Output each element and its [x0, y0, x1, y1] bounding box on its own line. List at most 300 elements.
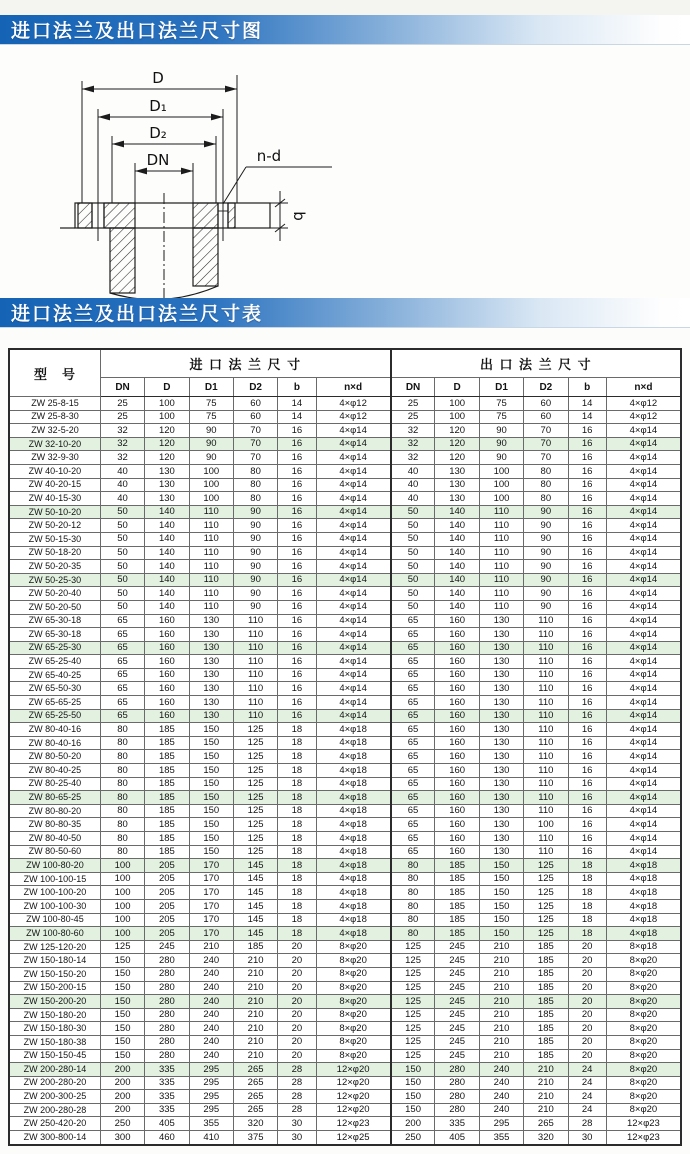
value-cell: 140 [435, 519, 479, 533]
value-cell: 4×φ14 [316, 614, 391, 628]
value-cell: 65 [391, 682, 435, 696]
value-cell: 120 [145, 437, 189, 451]
value-cell: 100 [435, 410, 479, 424]
value-cell: 4×φ14 [606, 587, 681, 601]
value-cell: 20 [568, 1022, 606, 1036]
value-cell: 16 [568, 437, 606, 451]
value-cell: 4×φ14 [606, 655, 681, 669]
model-cell: ZW 80-50-20 [9, 750, 100, 764]
value-cell: 50 [100, 587, 144, 601]
value-cell: 65 [391, 777, 435, 791]
value-cell: 4×φ14 [316, 628, 391, 642]
value-cell: 8×φ18 [606, 940, 681, 954]
value-cell: 205 [145, 859, 189, 873]
value-cell: 125 [233, 777, 277, 791]
value-cell: 210 [479, 1049, 523, 1063]
value-cell: 160 [145, 628, 189, 642]
value-cell: 280 [145, 981, 189, 995]
model-cell: ZW 65-50-30 [9, 682, 100, 696]
value-cell: 205 [145, 872, 189, 886]
value-cell: 65 [100, 668, 144, 682]
value-cell: 210 [233, 967, 277, 981]
model-cell: ZW 50-18-20 [9, 546, 100, 560]
value-cell: 185 [145, 845, 189, 859]
value-cell: 170 [189, 859, 233, 873]
value-cell: 130 [479, 641, 523, 655]
value-cell: 145 [233, 899, 277, 913]
value-cell: 100 [189, 478, 233, 492]
value-cell: 185 [435, 859, 479, 873]
value-cell: 100 [100, 859, 144, 873]
value-cell: 110 [479, 532, 523, 546]
value-cell: 130 [189, 614, 233, 628]
value-cell: 200 [100, 1090, 144, 1104]
value-cell: 4×φ14 [606, 682, 681, 696]
value-cell: 65 [391, 764, 435, 778]
value-cell: 125 [391, 995, 435, 1009]
value-cell: 110 [524, 750, 568, 764]
table-row [9, 777, 681, 791]
value-cell: 16 [568, 750, 606, 764]
value-cell: 335 [145, 1103, 189, 1117]
value-cell: 4×φ14 [606, 641, 681, 655]
value-cell: 320 [524, 1131, 568, 1145]
value-cell: 130 [145, 492, 189, 506]
value-cell: 65 [100, 614, 144, 628]
value-cell: 245 [435, 940, 479, 954]
value-cell: 280 [435, 1063, 479, 1077]
value-cell: 265 [233, 1090, 277, 1104]
table-row [9, 1008, 681, 1022]
inlet-group-header: 进 口 法 兰 尺 寸 [100, 349, 390, 378]
value-cell: 4×φ14 [316, 573, 391, 587]
value-cell: 110 [524, 709, 568, 723]
value-cell: 24 [568, 1063, 606, 1077]
value-cell: 200 [391, 1117, 435, 1131]
value-cell: 160 [435, 641, 479, 655]
value-cell: 4×φ18 [316, 723, 391, 737]
value-cell: 160 [145, 709, 189, 723]
value-cell: 65 [100, 641, 144, 655]
value-cell: 170 [189, 899, 233, 913]
value-cell: 150 [100, 1049, 144, 1063]
value-cell: 70 [524, 424, 568, 438]
value-cell: 280 [145, 954, 189, 968]
table-row [9, 532, 681, 546]
value-cell: 185 [145, 818, 189, 832]
value-cell: 185 [145, 723, 189, 737]
value-cell: 160 [435, 655, 479, 669]
value-cell: 65 [391, 723, 435, 737]
value-cell: 130 [479, 750, 523, 764]
value-cell: 18 [568, 872, 606, 886]
value-cell: 4×φ14 [606, 546, 681, 560]
table-row [9, 696, 681, 710]
value-cell: 25 [391, 410, 435, 424]
value-cell: 4×φ14 [316, 682, 391, 696]
value-cell: 90 [233, 587, 277, 601]
value-cell: 210 [233, 954, 277, 968]
value-cell: 16 [278, 696, 316, 710]
value-cell: 90 [233, 532, 277, 546]
value-cell: 150 [479, 859, 523, 873]
value-cell: 140 [145, 519, 189, 533]
table-row [9, 668, 681, 682]
model-cell: ZW 80-40-50 [9, 832, 100, 846]
value-cell: 20 [278, 1022, 316, 1036]
value-cell: 150 [189, 723, 233, 737]
value-cell: 245 [435, 967, 479, 981]
value-cell: 4×φ18 [316, 913, 391, 927]
value-cell: 210 [233, 981, 277, 995]
value-cell: 16 [278, 546, 316, 560]
value-cell: 4×φ14 [316, 519, 391, 533]
value-cell: 24 [568, 1090, 606, 1104]
value-cell: 185 [524, 1022, 568, 1036]
value-cell: 80 [100, 791, 144, 805]
table-row [9, 1103, 681, 1117]
value-cell: 90 [524, 505, 568, 519]
flange-cross-section-drawing [0, 45, 690, 298]
value-cell: 160 [145, 682, 189, 696]
value-cell: 240 [189, 1022, 233, 1036]
value-cell: 4×φ14 [316, 492, 391, 506]
model-cell: ZW 80-40-16 [9, 723, 100, 737]
value-cell: 110 [524, 723, 568, 737]
value-cell: 70 [233, 451, 277, 465]
value-cell: 160 [145, 668, 189, 682]
value-cell: 240 [189, 954, 233, 968]
value-cell: 185 [524, 1008, 568, 1022]
value-cell: 75 [189, 397, 233, 411]
value-cell: 210 [479, 1022, 523, 1036]
value-cell: 145 [233, 913, 277, 927]
model-cell: ZW 150-150-45 [9, 1049, 100, 1063]
value-cell: 140 [435, 587, 479, 601]
value-cell: 16 [568, 546, 606, 560]
value-cell: 20 [568, 967, 606, 981]
model-cell: ZW 80-25-40 [9, 777, 100, 791]
value-cell: 125 [391, 1022, 435, 1036]
value-cell: 200 [100, 1063, 144, 1077]
value-cell: 185 [145, 804, 189, 818]
value-cell: 150 [391, 1076, 435, 1090]
value-cell: 65 [100, 655, 144, 669]
value-cell: 130 [479, 628, 523, 642]
value-cell: 8×φ20 [606, 1035, 681, 1049]
table-row [9, 628, 681, 642]
value-cell: 20 [278, 967, 316, 981]
value-cell: 240 [479, 1103, 523, 1117]
table-row [9, 478, 681, 492]
value-cell: 130 [189, 709, 233, 723]
value-cell: 16 [278, 560, 316, 574]
model-cell: ZW 25-8-15 [9, 397, 100, 411]
value-cell: 16 [278, 519, 316, 533]
value-cell: 32 [391, 437, 435, 451]
value-cell: 50 [391, 546, 435, 560]
value-cell: 20 [568, 954, 606, 968]
value-cell: 8×φ20 [316, 981, 391, 995]
value-cell: 90 [189, 451, 233, 465]
value-cell: 160 [435, 845, 479, 859]
table-row [9, 913, 681, 927]
value-cell: 140 [145, 532, 189, 546]
value-cell: 130 [479, 777, 523, 791]
value-cell: 280 [145, 1049, 189, 1063]
label-nd: n-d [256, 147, 282, 165]
value-cell: 16 [568, 478, 606, 492]
value-cell: 150 [100, 995, 144, 1009]
value-cell: 8×φ20 [606, 967, 681, 981]
value-cell: 40 [100, 492, 144, 506]
value-cell: 185 [145, 777, 189, 791]
value-cell: 170 [189, 872, 233, 886]
value-cell: 18 [278, 764, 316, 778]
value-cell: 100 [189, 492, 233, 506]
value-cell: 130 [435, 492, 479, 506]
value-cell: 8×φ20 [606, 1008, 681, 1022]
value-cell: 125 [524, 886, 568, 900]
value-cell: 125 [233, 818, 277, 832]
value-cell: 150 [189, 764, 233, 778]
table-row [9, 859, 681, 873]
value-cell: 130 [479, 696, 523, 710]
value-cell: 4×φ18 [316, 750, 391, 764]
table-row [9, 560, 681, 574]
value-cell: 4×φ18 [606, 899, 681, 913]
value-cell: 4×φ18 [316, 859, 391, 873]
value-cell: 125 [524, 859, 568, 873]
table-row [9, 954, 681, 968]
value-cell: 32 [391, 424, 435, 438]
value-cell: 140 [435, 505, 479, 519]
value-cell: 90 [524, 587, 568, 601]
value-cell: 8×φ20 [606, 1022, 681, 1036]
value-cell: 80 [524, 464, 568, 478]
value-cell: 185 [524, 1035, 568, 1049]
value-cell: 40 [391, 492, 435, 506]
value-cell: 12×φ23 [606, 1131, 681, 1145]
value-cell: 80 [391, 899, 435, 913]
value-cell: 16 [568, 560, 606, 574]
value-cell: 335 [145, 1076, 189, 1090]
value-cell: 145 [233, 859, 277, 873]
value-cell: 150 [100, 981, 144, 995]
value-cell: 60 [524, 397, 568, 411]
value-cell: 8×φ20 [606, 995, 681, 1009]
value-cell: 140 [145, 546, 189, 560]
value-cell: 210 [479, 954, 523, 968]
value-cell: 110 [479, 587, 523, 601]
value-cell: 460 [145, 1131, 189, 1145]
value-cell: 185 [524, 995, 568, 1009]
value-cell: 130 [189, 628, 233, 642]
value-cell: 185 [524, 1049, 568, 1063]
value-cell: 16 [278, 641, 316, 655]
table-row [9, 886, 681, 900]
value-cell: 150 [391, 1090, 435, 1104]
value-cell: 50 [100, 519, 144, 533]
section-header-table [0, 298, 690, 328]
table-row [9, 1035, 681, 1049]
table-row [9, 804, 681, 818]
value-cell: 18 [278, 872, 316, 886]
value-cell: 16 [278, 424, 316, 438]
value-cell: 4×φ18 [316, 764, 391, 778]
value-cell: 125 [524, 899, 568, 913]
value-cell: 4×φ18 [316, 777, 391, 791]
value-cell: 16 [568, 832, 606, 846]
value-cell: 25 [391, 397, 435, 411]
value-cell: 16 [568, 451, 606, 465]
value-cell: 245 [145, 940, 189, 954]
value-cell: 130 [189, 655, 233, 669]
value-cell: 20 [278, 1049, 316, 1063]
value-cell: 90 [524, 519, 568, 533]
value-cell: 90 [479, 451, 523, 465]
value-cell: 110 [479, 505, 523, 519]
table-row [9, 1063, 681, 1077]
value-cell: 210 [524, 1076, 568, 1090]
value-cell: 100 [100, 886, 144, 900]
value-cell: 130 [189, 696, 233, 710]
value-cell: 65 [391, 628, 435, 642]
value-cell: 16 [568, 505, 606, 519]
model-cell: ZW 300-800-14 [9, 1131, 100, 1145]
value-cell: 18 [278, 859, 316, 873]
value-cell: 4×φ14 [606, 464, 681, 478]
value-cell: 160 [145, 696, 189, 710]
value-cell: 100 [524, 818, 568, 832]
value-cell: 12×φ25 [316, 1131, 391, 1145]
flange-dimension-table [8, 348, 682, 1146]
value-cell: 160 [145, 614, 189, 628]
value-cell: 50 [391, 560, 435, 574]
value-cell: 18 [278, 886, 316, 900]
value-cell: 4×φ18 [606, 872, 681, 886]
value-cell: 4×φ14 [606, 736, 681, 750]
value-cell: 50 [391, 532, 435, 546]
model-cell: ZW 150-150-20 [9, 967, 100, 981]
value-cell: 150 [479, 899, 523, 913]
value-cell: 16 [568, 587, 606, 601]
value-cell: 110 [233, 696, 277, 710]
value-cell: 205 [145, 927, 189, 941]
value-cell: 410 [189, 1131, 233, 1145]
value-cell: 14 [278, 410, 316, 424]
value-cell: 265 [233, 1103, 277, 1117]
value-cell: 160 [435, 668, 479, 682]
value-cell: 130 [145, 478, 189, 492]
value-cell: 4×φ14 [606, 614, 681, 628]
value-cell: 4×φ14 [606, 750, 681, 764]
value-cell: 70 [524, 451, 568, 465]
value-cell: 90 [524, 573, 568, 587]
model-cell: ZW 65-25-30 [9, 641, 100, 655]
value-cell: 150 [189, 818, 233, 832]
sub-header-cell: n×d [606, 378, 681, 397]
value-cell: 125 [233, 845, 277, 859]
value-cell: 130 [479, 655, 523, 669]
label-d2: D₂ [149, 124, 167, 142]
value-cell: 125 [391, 967, 435, 981]
value-cell: 375 [233, 1131, 277, 1145]
value-cell: 4×φ14 [606, 804, 681, 818]
value-cell: 65 [391, 668, 435, 682]
value-cell: 110 [524, 777, 568, 791]
table-row [9, 505, 681, 519]
value-cell: 100 [479, 492, 523, 506]
value-cell: 4×φ18 [316, 872, 391, 886]
value-cell: 280 [145, 1022, 189, 1036]
model-cell: ZW 250-420-20 [9, 1117, 100, 1131]
value-cell: 100 [100, 913, 144, 927]
value-cell: 4×φ14 [606, 532, 681, 546]
value-cell: 70 [233, 424, 277, 438]
value-cell: 16 [568, 519, 606, 533]
value-cell: 110 [524, 804, 568, 818]
value-cell: 4×φ18 [316, 736, 391, 750]
value-cell: 16 [568, 668, 606, 682]
value-cell: 150 [189, 845, 233, 859]
value-cell: 20 [568, 940, 606, 954]
value-cell: 65 [100, 682, 144, 696]
value-cell: 110 [189, 546, 233, 560]
value-cell: 25 [100, 410, 144, 424]
value-cell: 16 [278, 628, 316, 642]
value-cell: 4×φ14 [316, 560, 391, 574]
value-cell: 125 [391, 1035, 435, 1049]
value-cell: 60 [233, 397, 277, 411]
model-cell: ZW 65-25-50 [9, 709, 100, 723]
value-cell: 30 [278, 1131, 316, 1145]
value-cell: 4×φ14 [606, 818, 681, 832]
value-cell: 160 [435, 832, 479, 846]
table-row [9, 872, 681, 886]
value-cell: 185 [145, 832, 189, 846]
value-cell: 205 [145, 913, 189, 927]
value-cell: 160 [435, 750, 479, 764]
table-row [9, 600, 681, 614]
value-cell: 280 [145, 1008, 189, 1022]
value-cell: 110 [524, 641, 568, 655]
table-row [9, 1076, 681, 1090]
value-cell: 240 [189, 981, 233, 995]
value-cell: 90 [233, 560, 277, 574]
table-row [9, 1049, 681, 1063]
table-row [9, 424, 681, 438]
table-row [9, 519, 681, 533]
model-column-header: 型 号 [9, 349, 100, 397]
value-cell: 4×φ14 [606, 709, 681, 723]
value-cell: 140 [145, 587, 189, 601]
value-cell: 160 [435, 614, 479, 628]
value-cell: 125 [524, 913, 568, 927]
value-cell: 8×φ20 [316, 954, 391, 968]
value-cell: 140 [145, 560, 189, 574]
value-cell: 120 [435, 451, 479, 465]
value-cell: 110 [524, 655, 568, 669]
value-cell: 32 [100, 451, 144, 465]
value-cell: 16 [278, 492, 316, 506]
value-cell: 100 [100, 927, 144, 941]
value-cell: 16 [568, 791, 606, 805]
value-cell: 160 [435, 804, 479, 818]
value-cell: 110 [189, 519, 233, 533]
model-cell: ZW 50-20-12 [9, 519, 100, 533]
model-cell: ZW 40-15-30 [9, 492, 100, 506]
